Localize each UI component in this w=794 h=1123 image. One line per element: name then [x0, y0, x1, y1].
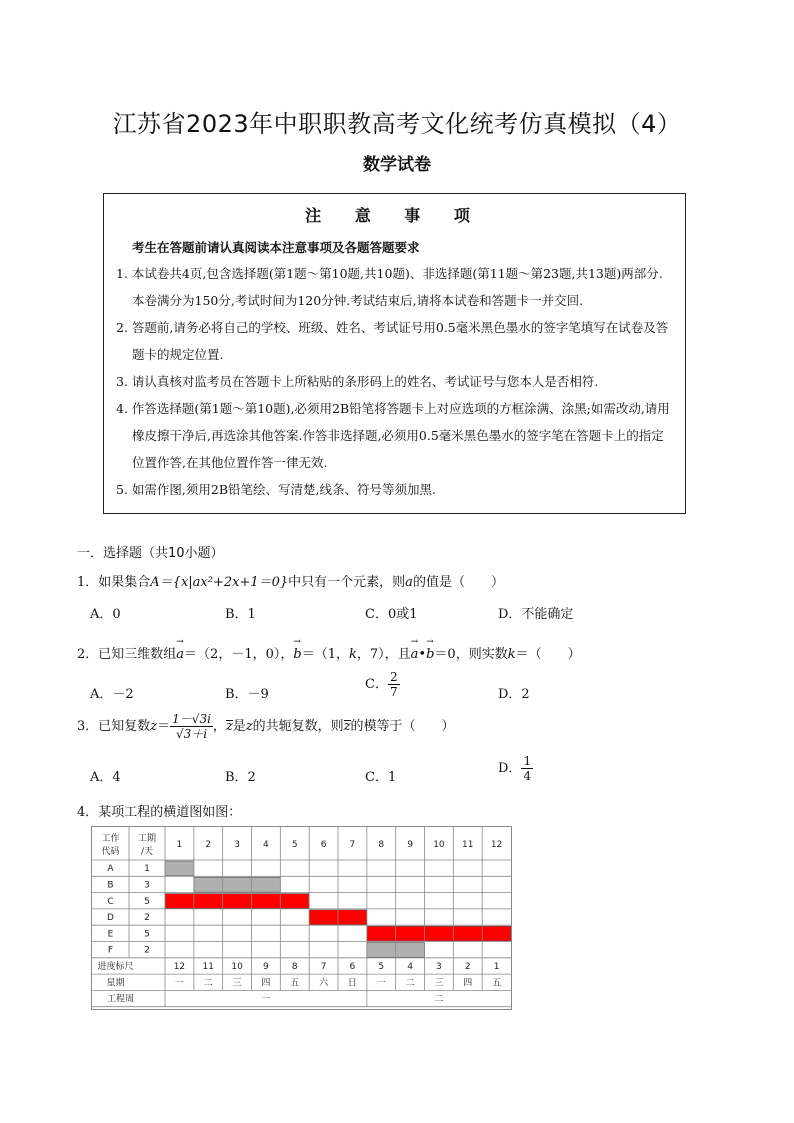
q1-option-c: C．0或1	[365, 607, 418, 622]
weekday-value: 二	[203, 978, 213, 989]
weekday-value: 五	[492, 978, 502, 989]
q2-option-b: B．－9	[225, 687, 269, 702]
q2-k: k	[348, 647, 357, 662]
q2-b-end: ，7），且	[356, 647, 411, 662]
q2-zero: ＝0，则实数	[434, 647, 508, 662]
progress-value: 9	[263, 961, 269, 972]
q3-option-a: A．4	[90, 770, 121, 785]
weekday-value: 四	[463, 978, 473, 989]
gantt-bar-a	[165, 861, 194, 876]
q3-end: 的模等于（ ）	[350, 719, 455, 734]
gantt-svg	[92, 827, 511, 1009]
notice-item: 1. 本试卷共4页,包含选择题(第1题～第10题,共10题)、非选择题(第11题～第23题,共13题)两部分.本卷满分为150分,考试时间为120分钟.考试结束后,请将本试卷和答题卡一并交回.	[116, 266, 663, 308]
q3-z: z	[245, 719, 253, 734]
progress-value: 7	[320, 961, 327, 972]
weekday-value: 一	[376, 978, 386, 989]
page-title: 江苏省2023年中职职教高考文化统考仿真模拟（4）	[112, 110, 682, 138]
q3-z: z	[150, 719, 158, 734]
vector-a: → a	[176, 647, 184, 662]
question-3	[77, 713, 455, 740]
header-code-label: 工作	[101, 834, 120, 844]
week-label: 工程周	[106, 994, 135, 1005]
header-days-label: /天	[140, 847, 154, 857]
progress-value: 3	[436, 961, 442, 972]
period-label: 12	[490, 840, 503, 850]
progress-value: 8	[291, 961, 298, 972]
q2-b-part: ＝（1，	[301, 647, 349, 662]
week-value: 一	[261, 994, 271, 1005]
task-days: 5	[144, 896, 150, 907]
progress-value: 11	[202, 961, 214, 972]
progress-value: 10	[231, 961, 243, 972]
notice-heading: 注 意 事 项	[305, 206, 484, 225]
notice-item: 3. 请认真核对监考员在答题卡上所粘贴的条形码上的姓名、考试证号与您本人是否相符.	[116, 374, 599, 389]
task-days: 3	[144, 880, 150, 891]
q3-zbar: z	[225, 719, 233, 734]
period-label: 1	[176, 840, 183, 850]
q1-suffix: 中只有一个元素，则	[288, 575, 406, 590]
q3-zbar: z	[343, 719, 351, 734]
section-heading: 一．选择题（共10小题）	[77, 546, 224, 561]
gantt-bar-b	[194, 877, 281, 892]
week-value: 二	[434, 994, 444, 1005]
progress-label: 进度标尺	[97, 961, 134, 972]
header-code-label: 代码	[101, 847, 120, 857]
task-code: D	[107, 913, 114, 924]
task-code: C	[107, 896, 114, 907]
q2-end: ＝（ ）	[515, 647, 581, 662]
q1-var: a	[405, 575, 413, 590]
fraction: $\frac{1-√3i}{√3+i}$	[172, 712, 211, 741]
fraction: $\frac{1}{4}$	[523, 754, 532, 783]
q3-d-prefix: D．	[498, 761, 522, 776]
q3-option-c: C．1	[365, 770, 397, 785]
period-label: 4	[263, 840, 269, 850]
weekday-value: 三	[434, 978, 444, 989]
q1-end: 的值是（ ）	[412, 575, 504, 590]
period-label: 3	[234, 840, 240, 850]
period-label: 7	[349, 840, 356, 850]
q1-option-d: D．不能确定	[498, 607, 574, 622]
q3-comma: ，	[212, 719, 226, 734]
notice-item: 4. 作答选择题(第1题～第10题),必须用2B铅笔将答题卡上对应选项的方框涂满、涂黑;如需改动,请用橡皮擦干净后,再选涂其他答案.作答非选择题,必须用0.5毫米黑色墨水的签字笔在答题卡上的指定位置作答,在其他位置作答一律无效.	[116, 401, 670, 470]
weekday-value: 四	[261, 978, 271, 989]
vector-a: → a	[411, 647, 419, 662]
fraction: $\frac{2}{7}$	[389, 670, 398, 699]
period-label: 10	[433, 840, 445, 850]
weekday-value: 六	[319, 978, 329, 989]
q2-dot: •	[418, 647, 427, 662]
q3-option-d	[498, 755, 533, 782]
period-label: 8	[378, 840, 385, 850]
weekday-value: 一	[174, 978, 184, 989]
task-days: 2	[144, 913, 150, 924]
period-label: 5	[291, 840, 298, 850]
q2-option-a: A．－2	[90, 687, 134, 702]
q1-option-a: A．0	[90, 607, 121, 622]
progress-value: 4	[407, 961, 413, 972]
vector-b: → b	[293, 647, 301, 662]
q2-c-prefix: C．	[365, 677, 388, 692]
task-code: F	[107, 945, 114, 956]
weekday-label: 星期	[106, 978, 125, 989]
question-1	[77, 571, 504, 590]
q3-mid: 是	[232, 719, 246, 734]
notice-box	[103, 193, 686, 514]
question-4: 4．某项工程的横道图如图：	[77, 805, 242, 820]
q3-prefix: 3．已知复数	[77, 719, 151, 734]
gantt-bar-e	[367, 926, 511, 941]
weekday-value: 三	[232, 978, 242, 989]
notice-item: 2. 答题前,请务必将自己的学校、班级、姓名、考试证号用0.5毫米黑色墨水的签字笔填写在试卷及答题卡的规定位置.	[116, 320, 669, 362]
vector-b: → b	[426, 647, 434, 662]
task-code: E	[107, 929, 114, 940]
q2-a-part: ＝（2，－1，0），	[184, 647, 294, 662]
q2-prefix: 2．已知三维数组	[77, 647, 177, 662]
period-label: 9	[407, 840, 413, 850]
weekday-value: 五	[290, 978, 300, 989]
progress-value: 1	[493, 961, 500, 972]
q1-prefix: 1．如果集合	[77, 575, 151, 590]
progress-value: 2	[464, 961, 471, 972]
q1-option-b: B．1	[225, 607, 256, 622]
gantt-chart	[91, 826, 512, 1010]
task-days: 1	[144, 864, 150, 875]
gantt-bar-c	[165, 894, 309, 909]
notice-item: 5. 如需作图,须用2B铅笔绘、写清楚,线条、符号等须加黑.	[116, 482, 436, 497]
question-2	[77, 643, 581, 662]
page-subtitle: 数学试卷	[363, 155, 431, 175]
task-days: 5	[144, 929, 150, 940]
progress-value: 12	[173, 961, 186, 972]
q3-option-b: B．2	[225, 770, 256, 785]
q2-option-d: D．2	[498, 687, 530, 702]
q1-set: A＝{x|ax²+2x+1＝0}	[150, 575, 289, 590]
weekday-value: 二	[405, 978, 415, 989]
period-label: 2	[205, 840, 212, 850]
q3-eq: ＝	[157, 719, 171, 734]
notice-list	[104, 260, 685, 503]
period-label: 11	[462, 840, 474, 850]
q2-k: k	[507, 647, 516, 662]
progress-value: 6	[349, 961, 356, 972]
task-code: B	[107, 880, 114, 891]
weekday-value: 日	[347, 978, 357, 989]
task-days: 2	[144, 945, 150, 956]
q3-mid2: 的共轭复数，则	[252, 719, 344, 734]
progress-value: 5	[378, 961, 385, 972]
q2-option-c	[365, 671, 400, 698]
task-code: A	[107, 864, 114, 875]
period-label: 6	[320, 840, 327, 850]
notice-subheading: 考生在答题前请认真阅读本注意事项及各题答题要求	[132, 240, 420, 255]
header-days-label: 工期	[137, 834, 157, 844]
